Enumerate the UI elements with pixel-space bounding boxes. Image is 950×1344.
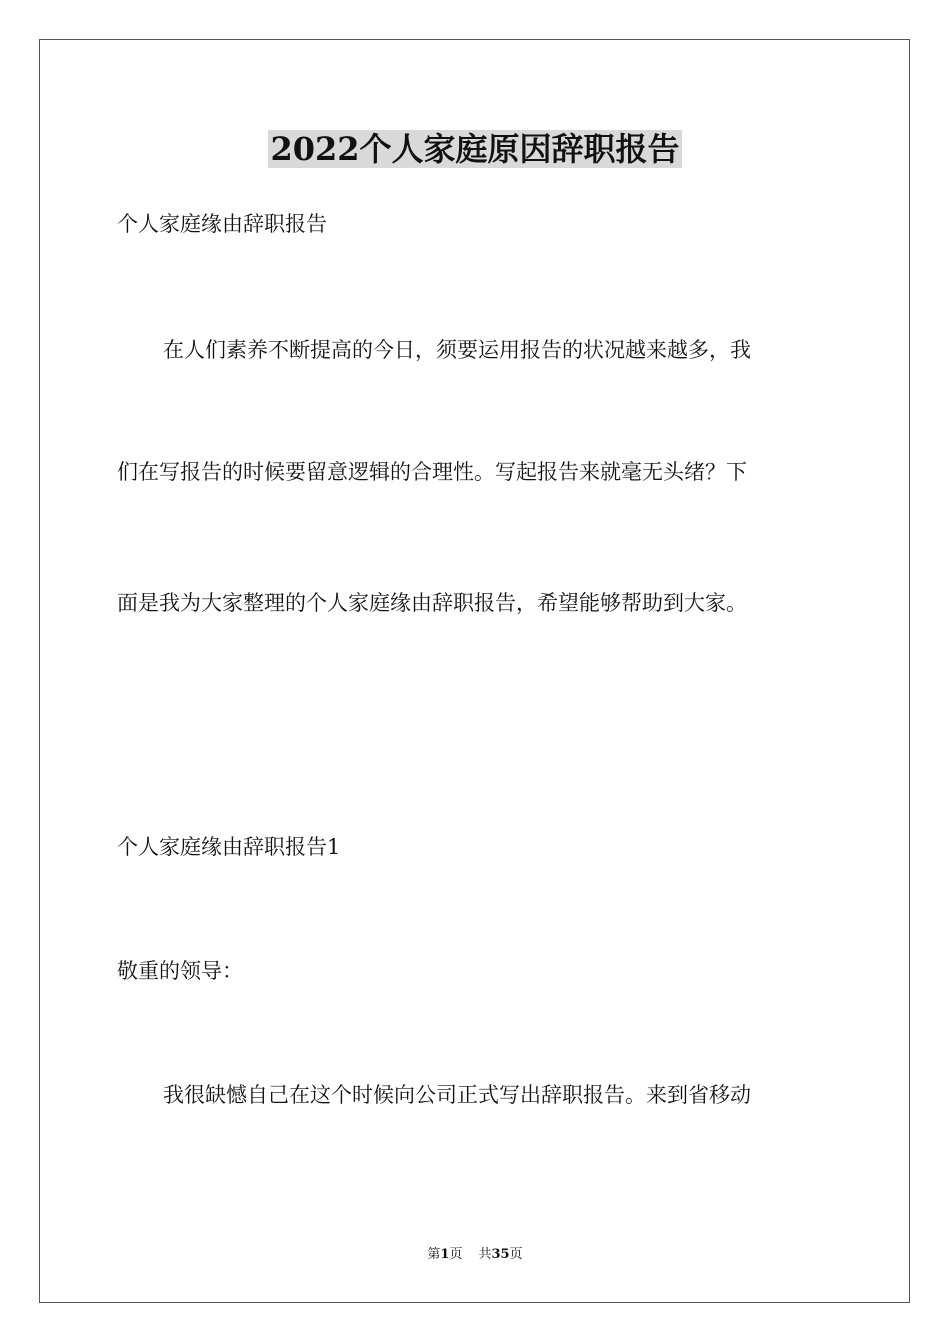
footer-total-suffix: 页 <box>509 1247 523 1262</box>
footer-total-pages: 35 <box>491 1247 510 1262</box>
document-title-text: 2022个人家庭原因辞职报告 <box>270 130 680 168</box>
salutation: 敬重的领导： <box>117 959 243 983</box>
intro-line-3: 面是我为大家整理的个人家庭缘由辞职报告，希望能够帮助到大家。 <box>117 591 747 615</box>
intro-line-1: 在人们素养不断提高的今日，须要运用报告的状况越来越多，我 <box>163 338 751 362</box>
footer-total-prefix: 共 <box>478 1247 492 1262</box>
document-title <box>0 127 950 171</box>
footer-page-number: 1 <box>440 1247 450 1262</box>
page-footer <box>0 1246 950 1264</box>
intro-line-2: 们在写报告的时候要留意逻辑的合理性。写起报告来就毫无头绪？下 <box>117 460 747 484</box>
subtitle: 个人家庭缘由辞职报告 <box>117 212 327 236</box>
section-heading: 个人家庭缘由辞职报告1 <box>117 835 341 859</box>
footer-page-prefix: 第 <box>427 1247 441 1262</box>
body-line-1: 我很缺憾自己在这个时候向公司正式写出辞职报告。来到省移动 <box>163 1083 751 1107</box>
footer-page-suffix: 页 <box>449 1247 463 1262</box>
